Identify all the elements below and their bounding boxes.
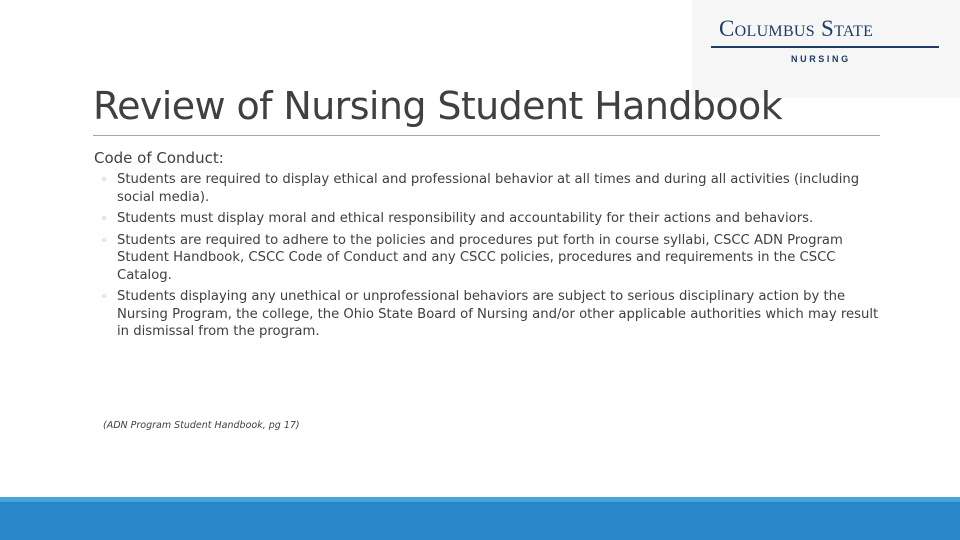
- bullet-item: [101, 171, 891, 206]
- title-underline: [93, 135, 880, 136]
- hollow-circle-bullet-icon: ◦: [101, 290, 108, 303]
- columbus-state-logo: Columbus State: [719, 16, 874, 41]
- hollow-circle-bullet-icon: ◦: [101, 233, 108, 247]
- bullet-item: [101, 232, 891, 285]
- bullet-text: Students are required to adhere to the policies and procedures put forth in course syllabi, CSCC ADN Program Student Handbook, CSCC Code of Conduct and any CSCC policies, procedures and requirements in the CSCC Catalog.: [117, 232, 843, 283]
- slide-title: Review of Nursing Student Handbook: [93, 84, 783, 128]
- conduct-bullet-list: [101, 171, 891, 345]
- bullet-item: [101, 210, 891, 228]
- section-heading: Code of Conduct:: [94, 149, 224, 167]
- bullet-text: Students displaying any unethical or unprofessional behaviors are subject to serious disciplinary action by the Nursing Program, the college, the Ohio State Board of Nursing and/or other applicable authorities which may result in dismissal from the program.: [117, 289, 879, 339]
- bullet-item: [101, 288, 891, 341]
- nursing-department-label: NURSING: [791, 54, 851, 64]
- hollow-circle-bullet-icon: ◦: [101, 173, 108, 186]
- footer-bar: [0, 502, 960, 540]
- bullet-text: Students are required to display ethical and professional behavior at all times and during all activities (including social media).: [117, 172, 860, 205]
- logo-divider: [711, 46, 939, 48]
- bullet-text: Students must display moral and ethical responsibility and accountability for their actions and behaviors.: [117, 211, 814, 226]
- hollow-circle-bullet-icon: ◦: [101, 212, 108, 225]
- handbook-citation: (ADN Program Student Handbook, pg 17): [103, 420, 300, 431]
